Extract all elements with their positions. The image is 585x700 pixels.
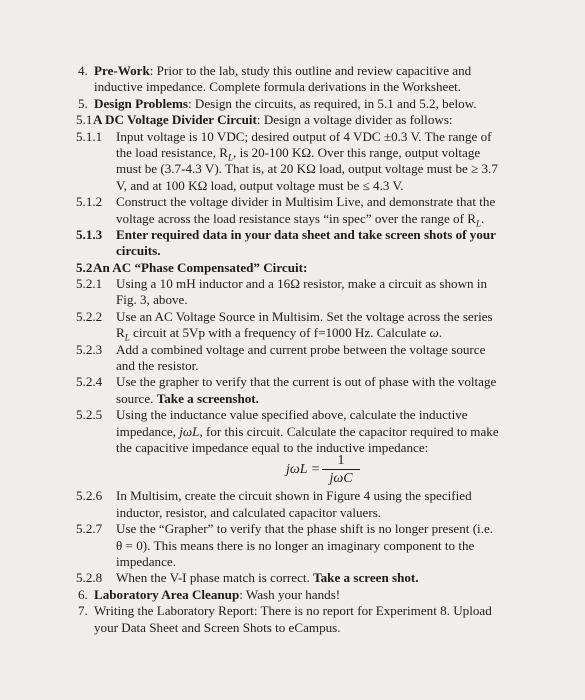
text-run: θ = 0). This means there is no longer an imaginary component to the — [116, 537, 475, 553]
text-run: . — [438, 325, 442, 341]
text-run: Design Problems — [94, 95, 188, 111]
text-run: When the V-I phase match is correct. — [116, 570, 314, 586]
item-5-2-1 — [0, 276, 585, 292]
text-line — [0, 391, 585, 407]
text-run: Take a screen shot. — [313, 570, 419, 586]
text-run: . — [480, 210, 485, 226]
item-5-2 — [0, 260, 585, 276]
item-number: 5.2.4 — [76, 374, 103, 390]
line-text — [116, 325, 442, 341]
line-text — [116, 161, 498, 177]
text-run: ω — [429, 325, 439, 341]
line-text — [116, 488, 472, 504]
formula-lhs: jωL = — [286, 462, 321, 478]
line-text — [116, 342, 485, 358]
item-number: 5.2.2 — [76, 308, 103, 324]
text-line — [0, 292, 585, 308]
item-number: 6. — [78, 586, 88, 602]
text-run: impedance. — [116, 553, 176, 569]
text-run: the capacitive impedance equal to the inductive impedance: — [116, 439, 429, 455]
item-5-2-8 — [0, 570, 585, 586]
line-text — [116, 374, 496, 390]
item-7 — [0, 603, 585, 619]
text-run: A DC Voltage Divider Circuit — [93, 112, 257, 128]
line-text — [116, 391, 259, 407]
line-text — [94, 96, 477, 112]
text-run: Fig. 3, above. — [116, 292, 188, 308]
text-line — [0, 145, 585, 161]
line-text — [116, 276, 487, 292]
formula-numerator: 1 — [337, 453, 345, 469]
item-number: 5.2 — [76, 259, 93, 275]
text-run: inductive impedance. Complete formula derivations in the Worksheet. — [94, 79, 462, 95]
text-run: jωL — [179, 423, 200, 439]
text-run: : Prior to the lab, study this outline and review capacitive and — [149, 63, 472, 78]
line-text — [116, 178, 404, 194]
item-5-2-7 — [0, 521, 585, 537]
item-number: 5.1.1 — [76, 128, 103, 144]
text-run: R — [116, 325, 125, 341]
text-run: : Design a voltage divider as follows: — [256, 112, 453, 128]
item-number: 4. — [78, 63, 88, 78]
item-number: 7. — [78, 603, 88, 619]
text-run: circuit at 5Vp with a frequency of f=1000 Hz. Calculate — [129, 325, 430, 341]
text-line — [0, 620, 585, 636]
line-text — [93, 112, 453, 128]
item-5-2-4 — [0, 374, 585, 390]
item-number: 5. — [78, 95, 88, 111]
item-5 — [0, 96, 585, 112]
text-run: : Design the circuits, as required, in 5.1 and 5.2, below. — [187, 95, 477, 111]
line-text — [94, 603, 492, 619]
text-run: Add a combined voltage and current probe between the voltage source — [116, 341, 486, 357]
item-5-2-5 — [0, 407, 585, 423]
text-line — [0, 161, 585, 177]
line-text — [116, 538, 474, 554]
item-5-1 — [0, 112, 585, 128]
line-text — [116, 292, 188, 308]
line-text — [116, 227, 496, 243]
item-number: 5.1.2 — [76, 194, 103, 210]
text-line — [0, 211, 585, 227]
formula-fraction — [318, 452, 364, 487]
line-text — [94, 63, 471, 79]
text-run: and the resistor. — [116, 358, 199, 374]
item-5-1-2 — [0, 194, 585, 210]
text-line — [0, 424, 585, 440]
text-run: your Data Sheet and Screen Shots to eCampus. — [94, 619, 341, 635]
item-number: 5.2.3 — [76, 341, 103, 357]
text-run: voltage across the load resistance stays “in spec” over the range of R — [116, 210, 476, 226]
item-number: 5.1.3 — [76, 226, 103, 242]
line-text — [116, 145, 480, 161]
text-run: L — [475, 218, 481, 229]
item-5-2-3 — [0, 342, 585, 358]
text-run: Take a screenshot. — [156, 390, 259, 406]
text-line — [0, 554, 585, 570]
text-run: In Multisim, create the circuit shown in Figure 4 using the specified — [116, 488, 472, 504]
text-run: Writing the Laboratory Report: There is no report for Experiment 8. Upload — [94, 603, 492, 619]
item-number: 5.2.5 — [76, 407, 103, 423]
item-number: 5.2.1 — [76, 276, 103, 292]
line-text — [116, 407, 468, 423]
line-text — [94, 79, 461, 95]
formula-denominator: jωC — [329, 471, 353, 487]
item-4 — [0, 63, 585, 79]
line-text — [116, 243, 161, 259]
text-run: An AC “Phase Compensated” Circuit: — [93, 259, 308, 275]
line-text — [94, 587, 340, 603]
text-run: , for this circuit. Calculate the capacitor required to make — [199, 423, 499, 439]
text-line — [0, 538, 585, 554]
text-run: Pre-Work — [94, 63, 150, 78]
impedance-formula — [0, 454, 585, 488]
text-run: Enter required data in your data sheet and take screen shots of your — [116, 226, 496, 242]
text-run: Use an AC Voltage Source in Multisim. Set the voltage across the series — [116, 308, 493, 324]
text-run: : Wash your hands! — [239, 586, 341, 602]
text-line — [0, 243, 585, 259]
text-run: Construct the voltage divider in Multisim Live, and demonstrate that the — [116, 194, 496, 210]
line-text — [94, 620, 341, 636]
text-run: must be (3.7-4.3 V). That is, at 20 KΩ load, output voltage must be ≥ 3.7 — [116, 161, 498, 177]
item-number: 5.1 — [76, 112, 93, 128]
text-run: Use the “Grapher” to verify that the phase shift is no longer present (i.e. — [116, 521, 494, 537]
text-run: , is 20-100 KΩ. Over this range, output voltage — [233, 144, 481, 160]
line-text — [116, 505, 381, 521]
text-run: Input voltage is 10 VDC; desired output of 4 VDC ±0.3 V. The range of — [116, 128, 492, 144]
line-text — [116, 211, 484, 227]
text-run: L — [124, 332, 130, 343]
line-text — [116, 309, 493, 325]
item-number: 5.2.8 — [76, 570, 103, 586]
item-5-2-6 — [0, 488, 585, 504]
line-text — [93, 260, 307, 276]
text-run: Use the grapher to verify that the current is out of phase with the voltage — [116, 374, 497, 390]
line-text — [116, 554, 176, 570]
text-run: Laboratory Area Cleanup — [94, 586, 240, 602]
text-run: Using a 10 mH inductor and a 16Ω resistor, make a circuit as shown in — [116, 276, 488, 292]
line-text — [116, 358, 199, 374]
text-run: circuits. — [116, 243, 161, 259]
item-6 — [0, 587, 585, 603]
text-run: inductor, resistor, and calculated capacitor valuers. — [116, 504, 382, 520]
line-text — [116, 129, 491, 145]
text-line — [0, 325, 585, 341]
text-line — [0, 79, 585, 95]
text-run: impedance, — [116, 423, 180, 439]
text-run: Using the inductance value specified above, calculate the inductive — [116, 407, 468, 423]
line-text — [116, 424, 499, 440]
lab-procedure-text — [0, 63, 585, 636]
line-text — [116, 570, 419, 586]
item-5-2-2 — [0, 309, 585, 325]
text-run: V, and at 100 KΩ load, output voltage must be ≤ 4.3 V. — [116, 177, 404, 193]
text-run: the load resistance, R — [116, 144, 228, 160]
item-5-1-1 — [0, 129, 585, 145]
line-text — [116, 194, 495, 210]
line-text — [116, 521, 493, 537]
item-5-1-3 — [0, 227, 585, 243]
text-line — [0, 358, 585, 374]
item-number: 5.2.7 — [76, 521, 103, 537]
item-number: 5.2.6 — [76, 488, 103, 504]
text-line — [0, 178, 585, 194]
text-run: L — [228, 152, 234, 163]
text-run: source. — [116, 390, 157, 406]
text-line — [0, 505, 585, 521]
